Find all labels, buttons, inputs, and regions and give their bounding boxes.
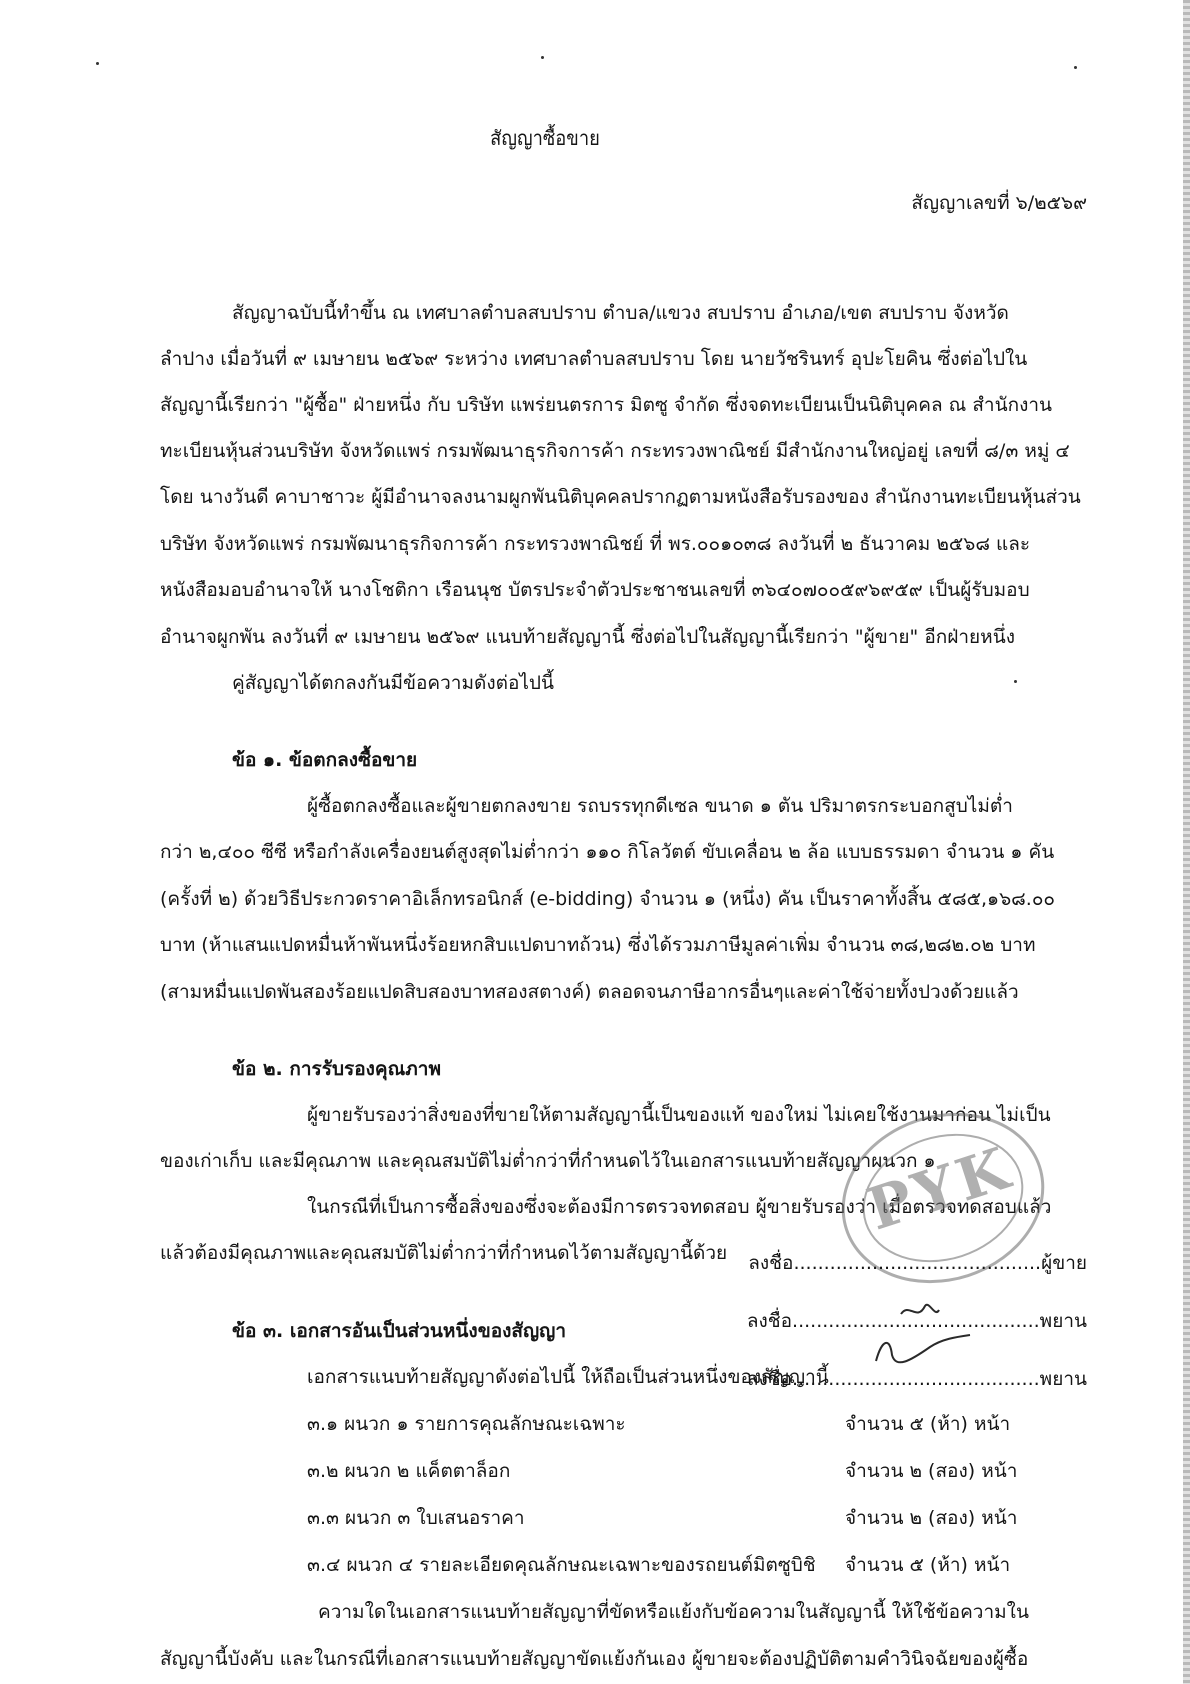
clause-2-line: ของเก่าเก็บ และมีคุณภาพ และคุณสมบัติไม่ต่ำกว่าที่กำหนดไว้ในเอกสารแนบท้ายสัญญาผนวก ๑ <box>160 1150 936 1172</box>
clause-3-intro: เอกสารแนบท้ายสัญญาดังต่อไปนี้ ให้ถือเป็นส่วนหนึ่งของสัญญานี้ <box>307 1366 829 1388</box>
clause-2-line: ในกรณีที่เป็นการซื้อสิ่งของซึ่งจะต้องมีการตรวจทดสอบ ผู้ขายรับรองว่า เมื่อตรวจทดสอบแล้ว <box>307 1196 1052 1218</box>
signature-witness-2: ลงชื่อ.........................................พยาน <box>746 1368 1087 1390</box>
clause-2-heading: ข้อ ๒. การรับรองคุณภาพ <box>232 1058 441 1080</box>
annex-item-label: ๓.๑ ผนวก ๑ รายการคุณลักษณะเฉพาะ <box>307 1413 626 1435</box>
clause-1-line: ผู้ซื้อตกลงซื้อและผู้ขายตกลงขาย รถบรรทุกดีเซล ขนาด ๑ ตัน ปริมาตรกระบอกสูบไม่ต่ำ <box>307 795 1013 817</box>
annex-item-pages: จำนวน ๕ (ห้า) หน้า <box>845 1413 1011 1435</box>
clause-1-line: กว่า ๒,๔๐๐ ซีซี หรือกำลังเครื่องยนต์สูงสุดไม่ต่ำกว่า ๑๑๐ กิโลวัตต์ ขับเคลื่อน ๒ ล้อ แบบธรรมดา จำนวน ๑ คัน <box>160 841 1055 863</box>
clause-2-line: ผู้ขายรับรองว่าสิ่งของที่ขายให้ตามสัญญานี้เป็นของแท้ ของใหม่ ไม่เคยใช้งานมาก่อน ไม่เป็น <box>307 1104 1051 1126</box>
document-title: สัญญาซื้อขาย <box>490 126 600 150</box>
clause-3-heading: ข้อ ๓. เอกสารอันเป็นส่วนหนึ่งของสัญญา <box>232 1320 567 1342</box>
clause-3-closing-line: สัญญานี้บังคับ และในกรณีที่เอกสารแนบท้ายสัญญาขัดแย้งกันเอง ผู้ขายจะต้องปฏิบัติตามคำวินิจฉัยของผู้ซื้อ <box>160 1648 1029 1670</box>
preamble-line: บริษัท จังหวัดแพร่ กรมพัฒนาธุรกิจการค้า กระทรวงพาณิชย์ ที่ พร.๐๐๑๐๓๘ ลงวันที่ ๒ ธันวาคม ๒๕๖๘ และ <box>160 533 1031 555</box>
clause-3-closing-line: ความใดในเอกสารแนบท้ายสัญญาที่ขัดหรือแย้งกับข้อความในสัญญานี้ ให้ใช้ข้อความใน <box>318 1601 1029 1623</box>
clause-1-line: (ครั้งที่ ๒) ด้วยวิธีประกวดราคาอิเล็กทรอนิกส์ (e-bidding) จำนวน ๑ (หนึ่ง) คัน เป็นราคาทั้งสิ้น ๕๘๕,๑๖๘.๐๐ <box>160 888 1056 910</box>
clause-1-line: (สามหมื่นแปดพันสองร้อยแปดสิบสองบาทสองสตางค์) ตลอดจนภาษีอากรอื่นๆและค่าใช้จ่ายทั้งปวงด้วยแล้ว <box>160 981 1019 1003</box>
preamble-line: สัญญาฉบับนี้ทำขึ้น ณ เทศบาลตำบลสบปราบ ตำบล/แขวง สบปราบ อำเภอ/เขต สบปราบ จังหวัด <box>232 302 1009 324</box>
scan-speck <box>1014 680 1017 683</box>
scan-speck <box>96 62 99 65</box>
clause-1-line: บาท (ห้าแสนแปดหมื่นห้าพันหนึ่งร้อยหกสิบแปดบาทถ้วน) ซึ่งได้รวมภาษีมูลค่าเพิ่ม จำนวน ๓๘,๒๘๒.๐๒ บาท <box>160 934 1036 956</box>
annex-item-pages: จำนวน ๒ (สอง) หน้า <box>845 1460 1018 1482</box>
annex-item-label: ๓.๓ ผนวก ๓ ใบเสนอราคา <box>307 1507 525 1529</box>
contract-number: สัญญาเลขที่ ๖/๒๕๖๙ <box>911 192 1087 214</box>
annex-item-pages: จำนวน ๕ (ห้า) หน้า <box>845 1554 1011 1576</box>
scan-speck <box>541 56 544 59</box>
preamble-line: ลำปาง เมื่อวันที่ ๙ เมษายน ๒๕๖๙ ระหว่าง เทศบาลตำบลสบปราบ โดย นายวัชรินทร์ อุปะโยคิน ซึ่งต่อไปใน <box>160 348 1028 370</box>
signature-witness-1: ลงชื่อ.........................................พยาน <box>746 1310 1087 1332</box>
preamble-line: อำนาจผูกพัน ลงวันที่ ๙ เมษายน ๒๕๖๙ แนบท้ายสัญญานี้ ซึ่งต่อไปในสัญญานี้เรียกว่า "ผู้ขาย" อีกฝ่ายหนึ่ง <box>160 626 1015 648</box>
scan-speck <box>1074 66 1077 69</box>
annex-item-label: ๓.๔ ผนวก ๔ รายละเอียดคุณลักษณะเฉพาะของรถยนต์มิตซูบิชิ <box>307 1554 816 1576</box>
preamble-line: คู่สัญญาได้ตกลงกันมีข้อความดังต่อไปนี้ <box>232 672 554 694</box>
preamble-line: ทะเบียนหุ้นส่วนบริษัท จังหวัดแพร่ กรมพัฒนาธุรกิจการค้า กระทรวงพาณิชย์ มีสำนักงานใหญ่อยู่ เลขที่ ๘/๓ หมู่ ๔ <box>160 440 1070 462</box>
preamble-line: โดย นางวันดี คาบาชาวะ ผู้มีอำนาจลงนามผูกพันนิติบุคคลปรากฏตามหนังสือรับรองของ สำนักงานทะเบียนหุ้นส่วน <box>160 486 1081 508</box>
preamble-line: สัญญานี้เรียกว่า "ผู้ซื้อ" ฝ่ายหนึ่ง กับ บริษัท แพร่ยนตรการ มิตซู จำกัด ซึ่งจดทะเบียนเป็นนิติบุคคล ณ สำนักงาน <box>160 394 1053 416</box>
annex-item-pages: จำนวน ๒ (สอง) หน้า <box>845 1507 1018 1529</box>
stamp-monogram: PYK <box>859 1133 1021 1244</box>
annex-item-label: ๓.๒ ผนวก ๒ แค็ตตาล็อก <box>307 1460 511 1482</box>
clause-1-heading: ข้อ ๑. ข้อตกลงซื้อขาย <box>232 749 418 771</box>
preamble-line: หนังสือมอบอำนาจให้ นางโชติกา เรือนนุช บัตรประจำตัวประชาชนเลขที่ ๓๖๔๐๗๐๐๕๙๖๙๕๙ เป็นผู้รับมอบ <box>160 579 1030 601</box>
signature-seller: ลงชื่อ.........................................ผู้ขาย <box>748 1252 1087 1274</box>
scan-edge <box>1183 0 1190 1684</box>
handwritten-signature <box>870 1325 980 1375</box>
clause-2-line: แล้วต้องมีคุณภาพและคุณสมบัติไม่ต่ำกว่าที่กำหนดไว้ตามสัญญานี้ด้วย <box>160 1242 728 1264</box>
